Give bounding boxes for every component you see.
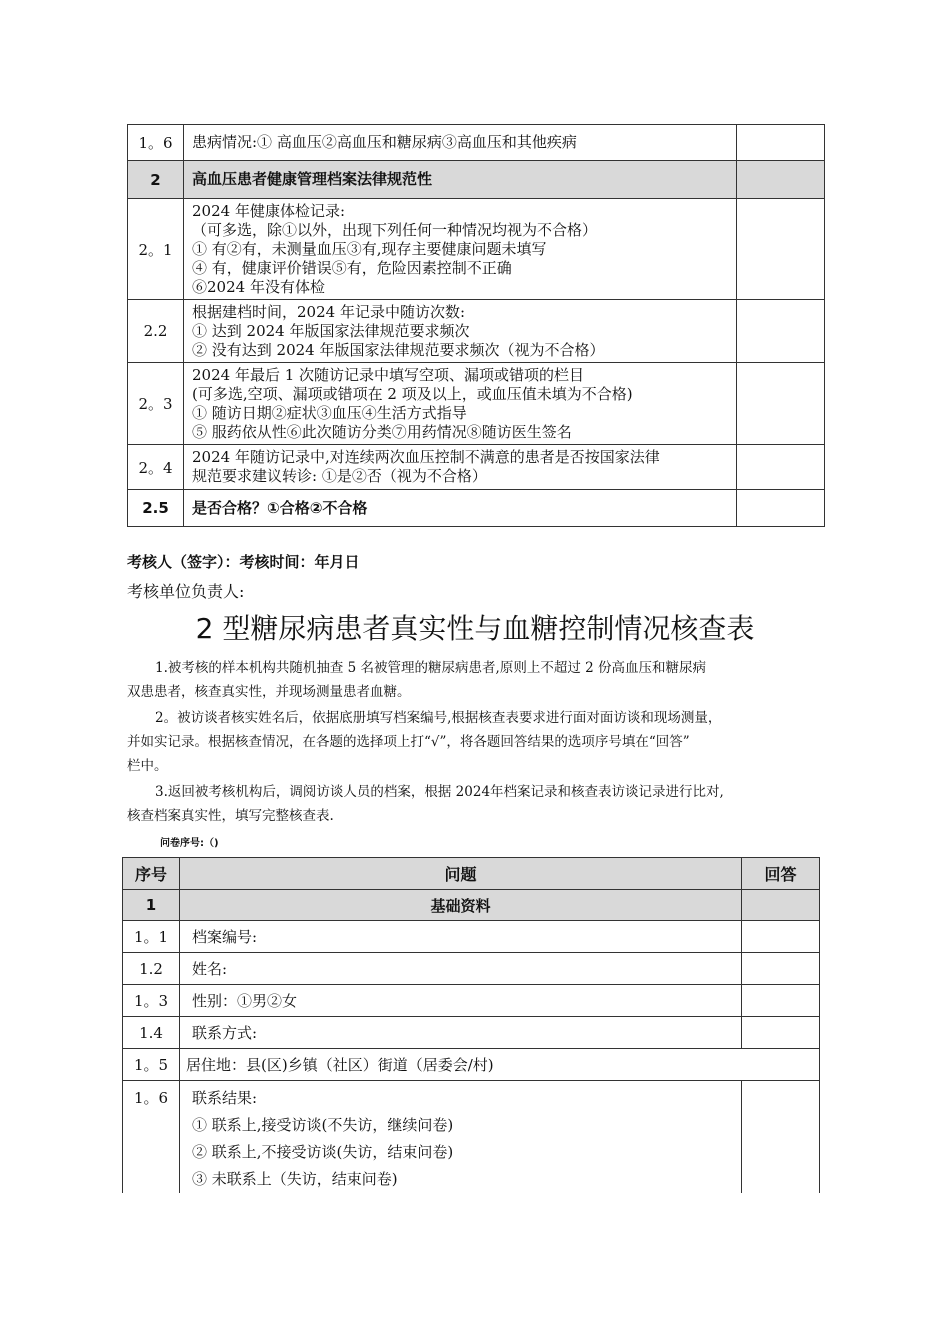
assessor-signature-line: 考核人（签字）：考核时间：年月日 xyxy=(127,553,360,571)
column-header-number: 序号 xyxy=(123,858,180,890)
table-row xyxy=(128,445,825,490)
row-number: 2。3 xyxy=(128,363,184,445)
table-row xyxy=(123,985,820,1017)
table-row xyxy=(128,300,825,363)
unit-head-line: 考核单位负责人: xyxy=(127,582,245,601)
answer-cell[interactable] xyxy=(742,985,820,1017)
section-title: 高血压患者健康管理档案法律规范性 xyxy=(184,161,737,199)
table-row xyxy=(123,1049,820,1081)
question-text: 联系方式: xyxy=(180,1017,742,1049)
question-text: 档案编号: xyxy=(180,921,742,953)
question-text: 联系结果: ① 联系上,接受访谈(不失访，继续问卷) ② 联系上,不接受访谈(失访，结束问卷) ③ 未联系上（失访，结束问卷) xyxy=(180,1081,742,1194)
row-number: 1。6 xyxy=(128,125,184,161)
answer-cell[interactable] xyxy=(737,125,825,161)
question-text: 居住地：县(区)乡镇（社区）街道（居委会/村) xyxy=(180,1049,820,1081)
question-text: 患病情况:① 高血压②高血压和糖尿病③高血压和其他疾病 xyxy=(184,125,737,161)
row-number: 1.4 xyxy=(123,1017,180,1049)
answer-cell[interactable] xyxy=(737,445,825,490)
section-number: 1 xyxy=(123,890,180,921)
row-number: 2。1 xyxy=(128,199,184,300)
table-row xyxy=(123,953,820,985)
answer-cell[interactable] xyxy=(737,363,825,445)
table-header-row xyxy=(123,858,820,890)
section-number: 2 xyxy=(128,161,184,199)
row-number: 2.2 xyxy=(128,300,184,363)
answer-cell[interactable] xyxy=(742,1081,820,1194)
column-header-answer: 回答 xyxy=(742,858,820,890)
table-row xyxy=(128,490,825,527)
row-number: 2.5 xyxy=(128,490,184,527)
diabetes-check-table xyxy=(122,857,820,1193)
table-row xyxy=(128,125,825,161)
answer-cell xyxy=(742,890,820,921)
column-header-question: 问题 xyxy=(180,858,742,890)
section-row xyxy=(123,890,820,921)
table-row xyxy=(128,363,825,445)
row-number: 1.2 xyxy=(123,953,180,985)
question-text: 根据建档时间，2024 年记录中随访次数: ① 达到 2024 年版国家法律规范要求频次 ② 没有达到 2024 年版国家法律规范要求频次（视为不合格） xyxy=(184,300,737,363)
hypertension-check-table xyxy=(127,124,825,527)
question-text: 2024 年随访记录中,对连续两次血压控制不满意的患者是否按国家法律 规范要求建议转诊: ①是②否（视为不合格） xyxy=(184,445,737,490)
table-row xyxy=(128,199,825,300)
question-text: 2024 年最后 1 次随访记录中填写空项、漏项或错项的栏目 (可多选,空项、漏项或错项在 2 项及以上，或血压值未填为不合格) ① 随访日期②症状③血压④生活方式指导 ⑤ 服药依从性⑥此次随访分类⑦用药情况⑧随访医生签名 xyxy=(184,363,737,445)
row-number: 1。5 xyxy=(123,1049,180,1081)
answer-cell[interactable] xyxy=(742,1017,820,1049)
table-row xyxy=(123,1081,820,1194)
answer-cell[interactable] xyxy=(742,921,820,953)
instruction-paragraph-2: 2。被访谈者核实姓名后，依据底册填写档案编号,根据核查表要求进行面对面访谈和现场测量， 并如实记录。根据核查情况，在各题的选择项上打“√”，将各题回答结果的选项序号填在“回答” 栏中。 xyxy=(127,710,722,774)
table-row xyxy=(123,921,820,953)
table-row xyxy=(123,1017,820,1049)
question-text: 2024 年健康体检记录: （可多选，除①以外，出现下列任何一种情况均视为不合格） ① 有②有，未测量血压③有,现存主要健康问题未填写 ④ 有，健康评价错误⑤有，危险因素控制不正确 ⑥2024 年没有体检 xyxy=(184,199,737,300)
question-text: 姓名: xyxy=(180,953,742,985)
instruction-paragraph-1: 1.被考核的样本机构共随机抽查 5 名被管理的糖尿病患者,原则上不超过 2 份高血压和糖尿病 双患患者，核查真实性，并现场测量患者血糖。 xyxy=(127,660,707,700)
question-text: 是否合格？①合格②不合格 xyxy=(184,490,737,527)
answer-cell[interactable] xyxy=(737,199,825,300)
question-text: 性别：①男②女 xyxy=(180,985,742,1017)
answer-cell[interactable] xyxy=(737,300,825,363)
section-title: 基础资料 xyxy=(180,890,742,921)
answer-cell[interactable] xyxy=(737,490,825,527)
instruction-paragraph-3: 3.返回被考核机构后，调阅访谈人员的档案，根据 2024年档案记录和核查表访谈记录进行比对, 核查档案真实性，填写完整核查表. xyxy=(127,784,724,824)
section-row xyxy=(128,161,825,199)
row-number: 2。4 xyxy=(128,445,184,490)
answer-cell xyxy=(737,161,825,199)
answer-cell[interactable] xyxy=(742,953,820,985)
row-number: 1。3 xyxy=(123,985,180,1017)
row-number: 1。1 xyxy=(123,921,180,953)
page-title: 2 型糖尿病患者真实性与血糖控制情况核查表 xyxy=(195,612,755,645)
questionnaire-number: 问卷序号:（) xyxy=(160,838,219,849)
row-number: 1。6 xyxy=(123,1081,180,1194)
